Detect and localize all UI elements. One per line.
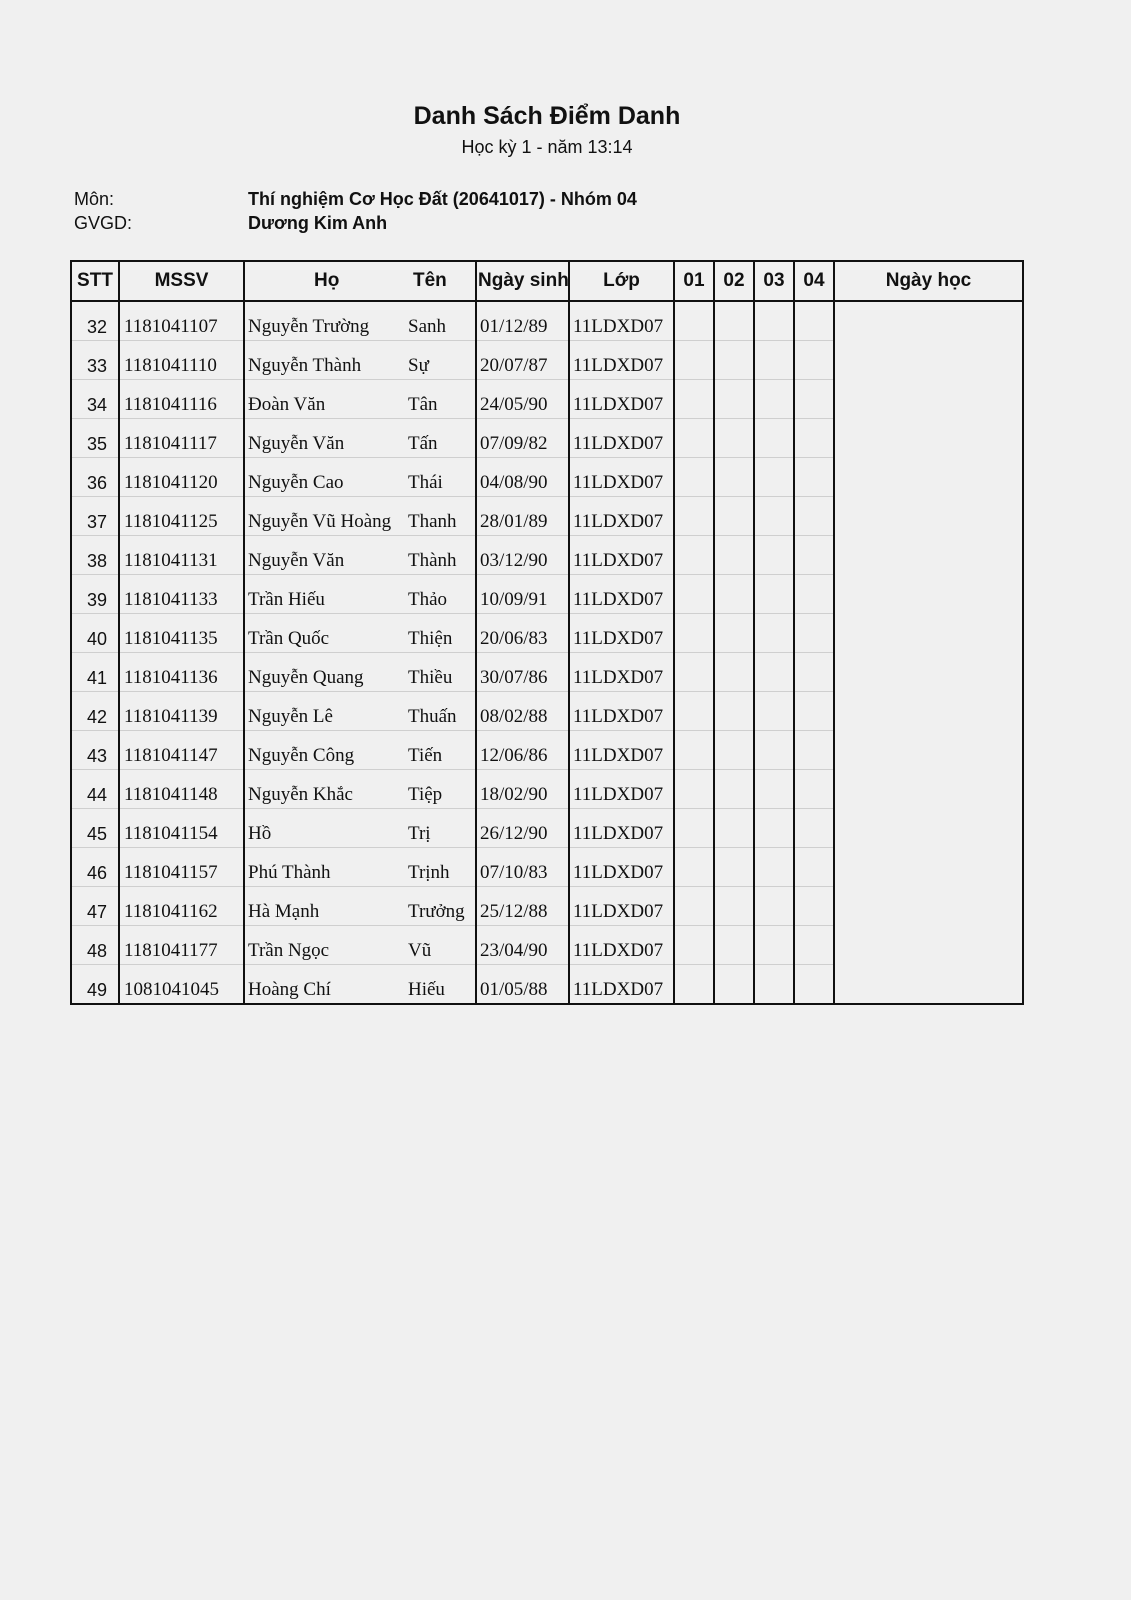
attendance-cell-session-01[interactable] bbox=[674, 458, 714, 497]
subject-label: Môn: bbox=[74, 189, 115, 209]
cell-lop: 11LDXD07 bbox=[569, 301, 674, 341]
attendance-cell-session-01[interactable] bbox=[674, 536, 714, 575]
page-subtitle: Học kỳ 1 - năm 13:14 bbox=[461, 137, 633, 157]
cell-ten: Hiếu bbox=[408, 979, 445, 1000]
attendance-cell-session-04[interactable] bbox=[794, 770, 834, 809]
attendance-cell-session-02[interactable] bbox=[714, 458, 754, 497]
attendance-cell-session-01[interactable] bbox=[674, 965, 714, 1005]
cell-ten: Vũ bbox=[406, 926, 476, 965]
attendance-cell-session-03[interactable] bbox=[754, 380, 794, 419]
cell-ho: Nguyễn Văn bbox=[244, 536, 406, 575]
cell-mssv: 1181041116 bbox=[119, 380, 244, 419]
cell-ten: Tiệp bbox=[406, 770, 476, 809]
attendance-cell-session-02[interactable] bbox=[714, 809, 754, 848]
cell-dob: 01/12/89 bbox=[476, 301, 569, 341]
attendance-cell-session-04[interactable] bbox=[794, 575, 834, 614]
cell-stt: 42 bbox=[71, 692, 119, 731]
attendance-cell-session-04[interactable] bbox=[794, 731, 834, 770]
cell-ho: Nguyễn Lê bbox=[244, 692, 406, 731]
attendance-cell-session-03[interactable] bbox=[754, 301, 794, 341]
attendance-cell-session-02[interactable] bbox=[714, 770, 754, 809]
attendance-cell-session-01[interactable] bbox=[674, 380, 714, 419]
cell-dob: 24/05/90 bbox=[476, 380, 569, 419]
attendance-cell-session-04[interactable] bbox=[794, 536, 834, 575]
attendance-cell-session-04[interactable] bbox=[794, 887, 834, 926]
cell-ten: Sự bbox=[406, 341, 476, 380]
cell-ten: Trịnh bbox=[406, 848, 476, 887]
cell-stt: 33 bbox=[71, 341, 119, 380]
attendance-cell-session-01[interactable] bbox=[674, 692, 714, 731]
col-header-session-01: 01 bbox=[674, 261, 714, 301]
attendance-cell-session-01[interactable] bbox=[674, 614, 714, 653]
attendance-cell-session-02[interactable] bbox=[714, 419, 754, 458]
attendance-cell-session-02[interactable] bbox=[714, 926, 754, 965]
cell-ten: Thuấn bbox=[406, 692, 476, 731]
cell-ten: Thiện bbox=[406, 614, 476, 653]
cell-ho: Nguyễn Thành bbox=[244, 341, 406, 380]
cell-ten: Tiến bbox=[406, 731, 476, 770]
cell-ho: Nguyễn Công bbox=[244, 731, 406, 770]
attendance-cell-session-03[interactable] bbox=[754, 419, 794, 458]
attendance-cell-session-02[interactable] bbox=[714, 887, 754, 926]
cell-mssv: 1181041147 bbox=[119, 731, 244, 770]
attendance-cell-session-04[interactable] bbox=[794, 965, 834, 1005]
cell-mssv: 1181041133 bbox=[119, 575, 244, 614]
cell-mssv: 1181041139 bbox=[119, 692, 244, 731]
attendance-cell-session-01[interactable] bbox=[674, 653, 714, 692]
attendance-table bbox=[70, 260, 1024, 1005]
attendance-cell-session-04[interactable] bbox=[794, 301, 834, 341]
cell-ho: Nguyễn Cao bbox=[244, 458, 406, 497]
cell-mssv: 1181041148 bbox=[119, 770, 244, 809]
table-body bbox=[71, 301, 1023, 1004]
attendance-cell-session-01[interactable] bbox=[674, 731, 714, 770]
attendance-cell-session-04[interactable] bbox=[794, 653, 834, 692]
cell-ho: Hồ bbox=[244, 809, 406, 848]
attendance-cell-session-03[interactable] bbox=[754, 887, 794, 926]
cell-dob: 08/02/88 bbox=[476, 692, 569, 731]
attendance-cell-session-03[interactable] bbox=[754, 614, 794, 653]
subject-value: Thí nghiệm Cơ Học Đất (20641017) - Nhóm 04 bbox=[248, 189, 637, 209]
col-header-ten: Tên bbox=[406, 261, 476, 301]
attendance-cell-session-01[interactable] bbox=[674, 848, 714, 887]
attendance-cell-session-04[interactable] bbox=[794, 614, 834, 653]
cell-dob: 20/06/83 bbox=[476, 614, 569, 653]
attendance-cell-session-01[interactable] bbox=[674, 575, 714, 614]
cell-dob: 23/04/90 bbox=[476, 926, 569, 965]
cell-lop: 11LDXD07 bbox=[569, 887, 674, 926]
attendance-cell-session-03[interactable] bbox=[754, 458, 794, 497]
attendance-cell-session-04[interactable] bbox=[794, 419, 834, 458]
attendance-cell-session-02[interactable] bbox=[714, 731, 754, 770]
attendance-cell-session-03[interactable] bbox=[754, 848, 794, 887]
cell-dob: 03/12/90 bbox=[476, 536, 569, 575]
cell-dob: 20/07/87 bbox=[476, 341, 569, 380]
attendance-cell-session-01[interactable] bbox=[674, 926, 714, 965]
cell-mssv: 1181041136 bbox=[119, 653, 244, 692]
cell-dob: 10/09/91 bbox=[476, 575, 569, 614]
cell-ten: Trị bbox=[406, 809, 476, 848]
cell-dob: 26/12/90 bbox=[476, 809, 569, 848]
attendance-cell-session-02[interactable] bbox=[714, 301, 754, 341]
cell-dob: 25/12/88 bbox=[476, 887, 569, 926]
table-header-row bbox=[71, 261, 1023, 301]
cell-dob: 28/01/89 bbox=[476, 497, 569, 536]
attendance-cell-session-04[interactable] bbox=[794, 809, 834, 848]
cell-ho: Nguyễn Quang bbox=[244, 653, 406, 692]
cell-ho: Đoàn Văn bbox=[244, 380, 406, 419]
attendance-cell-session-03[interactable] bbox=[754, 770, 794, 809]
cell-lop: 11LDXD07 bbox=[569, 419, 674, 458]
cell-stt: 37 bbox=[71, 497, 119, 536]
attendance-cell-session-01[interactable] bbox=[674, 301, 714, 341]
cell-lop: 11LDXD07 bbox=[569, 536, 674, 575]
col-header-lop: Lớp bbox=[569, 261, 674, 301]
col-header-dob: Ngày sinh bbox=[476, 261, 569, 301]
cell-lop: 11LDXD07 bbox=[569, 848, 674, 887]
cell-stt: 46 bbox=[71, 848, 119, 887]
cell-stt: 49 bbox=[86, 980, 107, 1000]
attendance-cell-session-01[interactable] bbox=[674, 770, 714, 809]
cell-ten: Tấn bbox=[406, 419, 476, 458]
cell-dob: 07/09/82 bbox=[476, 419, 569, 458]
attendance-cell-session-02[interactable] bbox=[714, 497, 754, 536]
cell-ho: Nguyễn Khắc bbox=[244, 770, 406, 809]
cell-ten: Thanh bbox=[406, 497, 476, 536]
cell-ho: Trần Ngọc bbox=[244, 926, 406, 965]
attendance-cell-session-03[interactable] bbox=[754, 536, 794, 575]
cell-mssv: 1181041110 bbox=[119, 341, 244, 380]
cell-mssv: 1181041117 bbox=[119, 419, 244, 458]
col-header-ho: Họ bbox=[244, 261, 406, 301]
attendance-cell-session-03[interactable] bbox=[754, 965, 794, 1005]
col-header-ngay-hoc: Ngày học bbox=[834, 261, 1023, 301]
cell-ho: Nguyễn Vũ Hoàng bbox=[244, 497, 406, 536]
attendance-cell-session-02[interactable] bbox=[714, 965, 754, 1005]
attendance-cell-session-02[interactable] bbox=[714, 614, 754, 653]
cell-ho: Phú Thành bbox=[244, 848, 406, 887]
cell-ten: Tân bbox=[406, 380, 476, 419]
attendance-cell-session-01[interactable] bbox=[674, 341, 714, 380]
cell-stt: 44 bbox=[71, 770, 119, 809]
attendance-cell-session-04[interactable] bbox=[794, 380, 834, 419]
cell-mssv: 1181041131 bbox=[119, 536, 244, 575]
attendance-cell-session-01[interactable] bbox=[674, 419, 714, 458]
cell-dob: 01/05/88 bbox=[476, 965, 569, 1005]
cell-stt: 34 bbox=[71, 380, 119, 419]
cell-dob: 18/02/90 bbox=[476, 770, 569, 809]
cell-lop: 11LDXD07 bbox=[569, 497, 674, 536]
attendance-cell-session-04[interactable] bbox=[794, 848, 834, 887]
attendance-cell-session-03[interactable] bbox=[754, 926, 794, 965]
attendance-cell-session-02[interactable] bbox=[714, 848, 754, 887]
cell-ho: Nguyễn Trường bbox=[244, 301, 406, 341]
cell-stt: 48 bbox=[71, 926, 119, 965]
attendance-cell-session-03[interactable] bbox=[754, 653, 794, 692]
cell-stt: 43 bbox=[71, 731, 119, 770]
attendance-cell-session-02[interactable] bbox=[714, 341, 754, 380]
attendance-cell-session-02[interactable] bbox=[714, 536, 754, 575]
col-header-session-02: 02 bbox=[714, 261, 754, 301]
cell-mssv: 1081041045 bbox=[119, 965, 244, 1005]
cell-ten: Thiều bbox=[406, 653, 476, 692]
cell-stt: 38 bbox=[71, 536, 119, 575]
attendance-cell-session-01[interactable] bbox=[674, 887, 714, 926]
cell-mssv: 1181041177 bbox=[119, 926, 244, 965]
cell-stt: 41 bbox=[71, 653, 119, 692]
cell-ten: Thảo bbox=[406, 575, 476, 614]
attendance-cell-session-03[interactable] bbox=[754, 731, 794, 770]
attendance-cell-session-04[interactable] bbox=[794, 341, 834, 380]
cell-lop: 11LDXD07 bbox=[569, 770, 674, 809]
cell-dob: 30/07/86 bbox=[476, 653, 569, 692]
cell-ten: Sanh bbox=[406, 301, 476, 341]
cell-ten: Trưởng bbox=[406, 887, 476, 926]
cell-ho: Hoàng Chí bbox=[244, 965, 406, 1005]
cell-ho: Trần Hiếu bbox=[244, 575, 406, 614]
cell-lop: 11LDXD07 bbox=[569, 926, 674, 965]
page-title: Danh Sách Điểm Danh bbox=[413, 102, 681, 130]
cell-ho: Nguyễn Văn bbox=[244, 419, 406, 458]
attendance-cell-session-02[interactable] bbox=[714, 380, 754, 419]
cell-lop: 11LDXD07 bbox=[569, 653, 674, 692]
cell-stt: 39 bbox=[71, 575, 119, 614]
attendance-cell-session-03[interactable] bbox=[754, 341, 794, 380]
cell-stt: 45 bbox=[71, 809, 119, 848]
cell-dob: 07/10/83 bbox=[476, 848, 569, 887]
col-header-session-03: 03 bbox=[754, 261, 794, 301]
col-header-session-04: 04 bbox=[794, 261, 834, 301]
cell-ten: Thành bbox=[406, 536, 476, 575]
teacher-label: GVGD: bbox=[74, 213, 133, 233]
attendance-cell-session-04[interactable] bbox=[794, 692, 834, 731]
cell-mssv: 1181041157 bbox=[119, 848, 244, 887]
table-row bbox=[71, 301, 1023, 341]
cell-dob: 04/08/90 bbox=[476, 458, 569, 497]
attendance-cell-session-03[interactable] bbox=[754, 575, 794, 614]
attendance-cell-session-04[interactable] bbox=[794, 458, 834, 497]
attendance-cell-session-02[interactable] bbox=[714, 692, 754, 731]
attendance-cell-session-02[interactable] bbox=[714, 575, 754, 614]
cell-dob: 12/06/86 bbox=[476, 731, 569, 770]
col-header-stt: STT bbox=[71, 261, 119, 301]
attendance-cell-session-01[interactable] bbox=[674, 497, 714, 536]
cell-stt: 36 bbox=[71, 458, 119, 497]
attendance-cell-session-02[interactable] bbox=[714, 653, 754, 692]
cell-lop: 11LDXD07 bbox=[569, 575, 674, 614]
cell-lop: 11LDXD07 bbox=[569, 341, 674, 380]
cell-ho: Trần Quốc bbox=[244, 614, 406, 653]
cell-ten: Thái bbox=[406, 458, 476, 497]
attendance-cell-session-01[interactable] bbox=[674, 809, 714, 848]
cell-mssv: 1181041154 bbox=[119, 809, 244, 848]
attendance-cell-session-04[interactable] bbox=[794, 926, 834, 965]
cell-lop: 11LDXD07 bbox=[569, 380, 674, 419]
cell-stt: 32 bbox=[71, 301, 119, 341]
cell-lop: 11LDXD07 bbox=[569, 692, 674, 731]
attendance-cell-session-04[interactable] bbox=[794, 497, 834, 536]
cell-mssv: 1181041135 bbox=[119, 614, 244, 653]
cell-mssv: 1181041162 bbox=[119, 887, 244, 926]
teacher-value: Dương Kim Anh bbox=[248, 213, 388, 233]
attendance-cell-session-03[interactable] bbox=[754, 809, 794, 848]
cell-lop: 11LDXD07 bbox=[569, 965, 674, 1005]
col-header-mssv: MSSV bbox=[119, 261, 244, 301]
cell-mssv: 1181041120 bbox=[119, 458, 244, 497]
cell-lop: 11LDXD07 bbox=[569, 731, 674, 770]
cell-mssv: 1181041107 bbox=[119, 301, 244, 341]
attendance-cell-session-03[interactable] bbox=[754, 497, 794, 536]
cell-mssv: 1181041125 bbox=[119, 497, 244, 536]
cell-stt: 35 bbox=[71, 419, 119, 458]
cell-stt: 47 bbox=[71, 887, 119, 926]
ngay-hoc-cell[interactable] bbox=[834, 301, 1023, 1004]
cell-lop: 11LDXD07 bbox=[569, 458, 674, 497]
cell-lop: 11LDXD07 bbox=[569, 809, 674, 848]
attendance-cell-session-03[interactable] bbox=[754, 692, 794, 731]
cell-lop: 11LDXD07 bbox=[569, 614, 674, 653]
cell-stt: 40 bbox=[71, 614, 119, 653]
cell-ho: Hà Mạnh bbox=[244, 887, 406, 926]
